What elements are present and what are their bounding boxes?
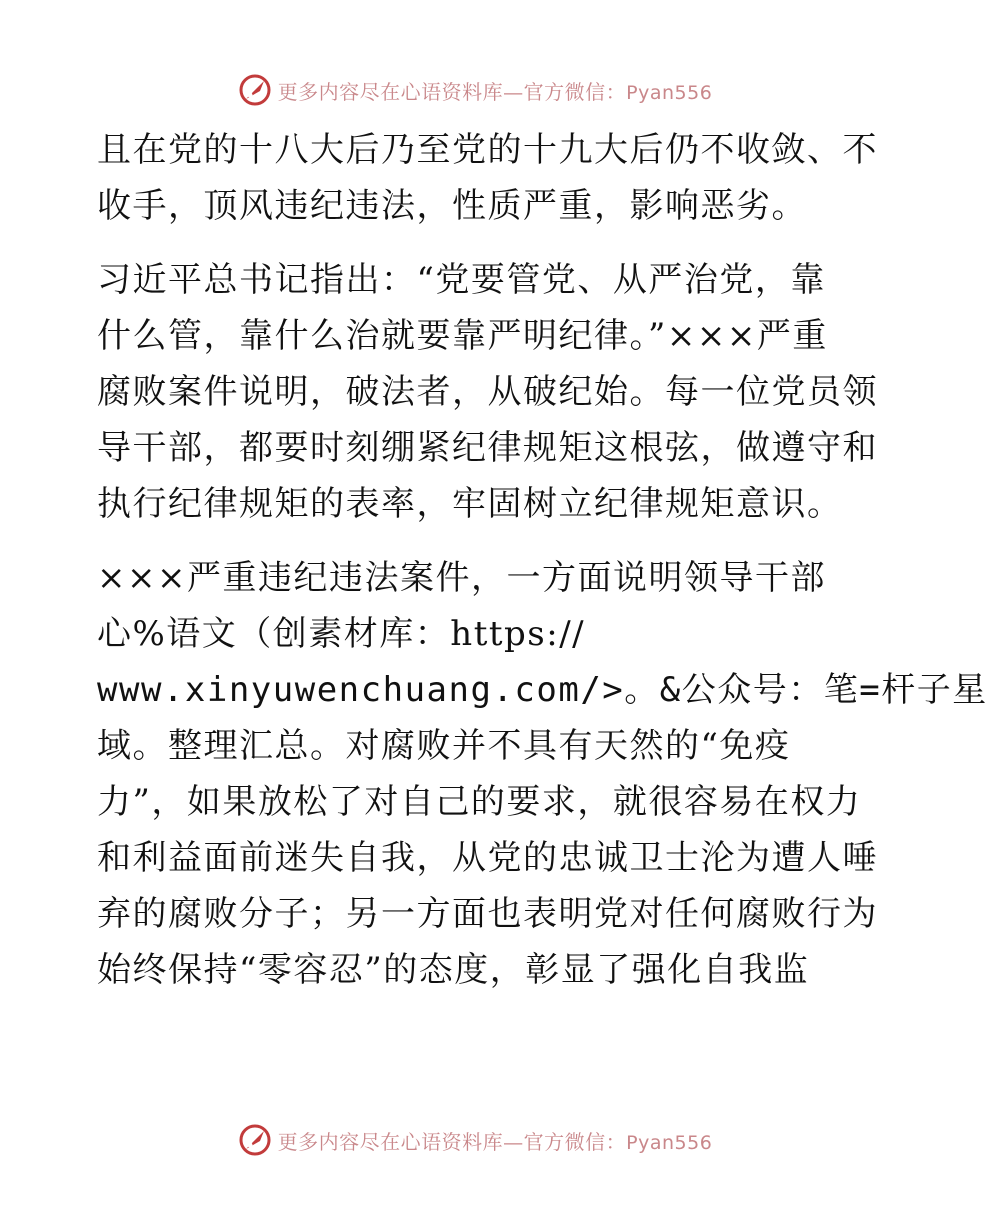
footer-promo-text (278, 1126, 713, 1155)
header-banner (0, 70, 950, 110)
text-line: 域。整理汇总。对腐败并不具有天然的“免疫 (97, 726, 791, 766)
quill-logo-icon (238, 73, 272, 107)
header-promo-label: 更多内容尽在心语资料库—官方微信： (277, 79, 627, 104)
footer-promo-label: 更多内容尽在心语资料库—官方微信： (277, 1129, 627, 1154)
text-line: 弃的腐败分子；另一方面也表明党对任何腐败行为 (97, 894, 878, 934)
text-line-url: www.xinyuwenchuang.com/>。&公众号：笔=杆子星 (97, 670, 988, 710)
header-wechat-id: Pyan556 (626, 81, 713, 104)
text-line: 且在党的十八大后乃至党的十九大后仍不收敛、不 (97, 130, 878, 170)
text-line: 什么管，靠什么治就要靠严明纪律。”×××严重 (97, 316, 828, 356)
paragraph-3 (97, 550, 988, 998)
text-line: 心%语文（创素材库：https:// (97, 614, 586, 654)
text-line: 习近平总书记指出：“党要管党、从严治党，靠 (97, 260, 826, 300)
text-line: 导干部，都要时刻绷紧纪律规矩这根弦，做遵守和 (97, 428, 878, 468)
footer-wechat-id: Pyan556 (626, 1131, 713, 1154)
footer-banner (0, 1120, 950, 1160)
text-line: 力”，如果放松了对自己的要求，就很容易在权力 (97, 782, 862, 822)
paragraph-1 (97, 122, 878, 234)
document-body (97, 122, 988, 998)
header-promo-text (278, 76, 713, 105)
quill-logo-icon (238, 1123, 272, 1157)
text-line: 腐败案件说明，破法者，从破纪始。每一位党员领 (97, 372, 878, 412)
text-line: 始终保持“零容忍”的态度，彰显了强化自我监 (97, 950, 810, 990)
text-line: 执行纪律规矩的表率，牢固树立纪律规矩意识。 (97, 484, 843, 524)
paragraph-2 (97, 252, 878, 532)
text-line: 和利益面前迷失自我，从党的忠诚卫士沦为遭人唾 (97, 838, 878, 878)
text-line: ×××严重违纪违法案件，一方面说明领导干部 (97, 558, 826, 598)
text-line: 收手，顶风违纪违法，性质严重，影响恶劣。 (97, 186, 807, 226)
